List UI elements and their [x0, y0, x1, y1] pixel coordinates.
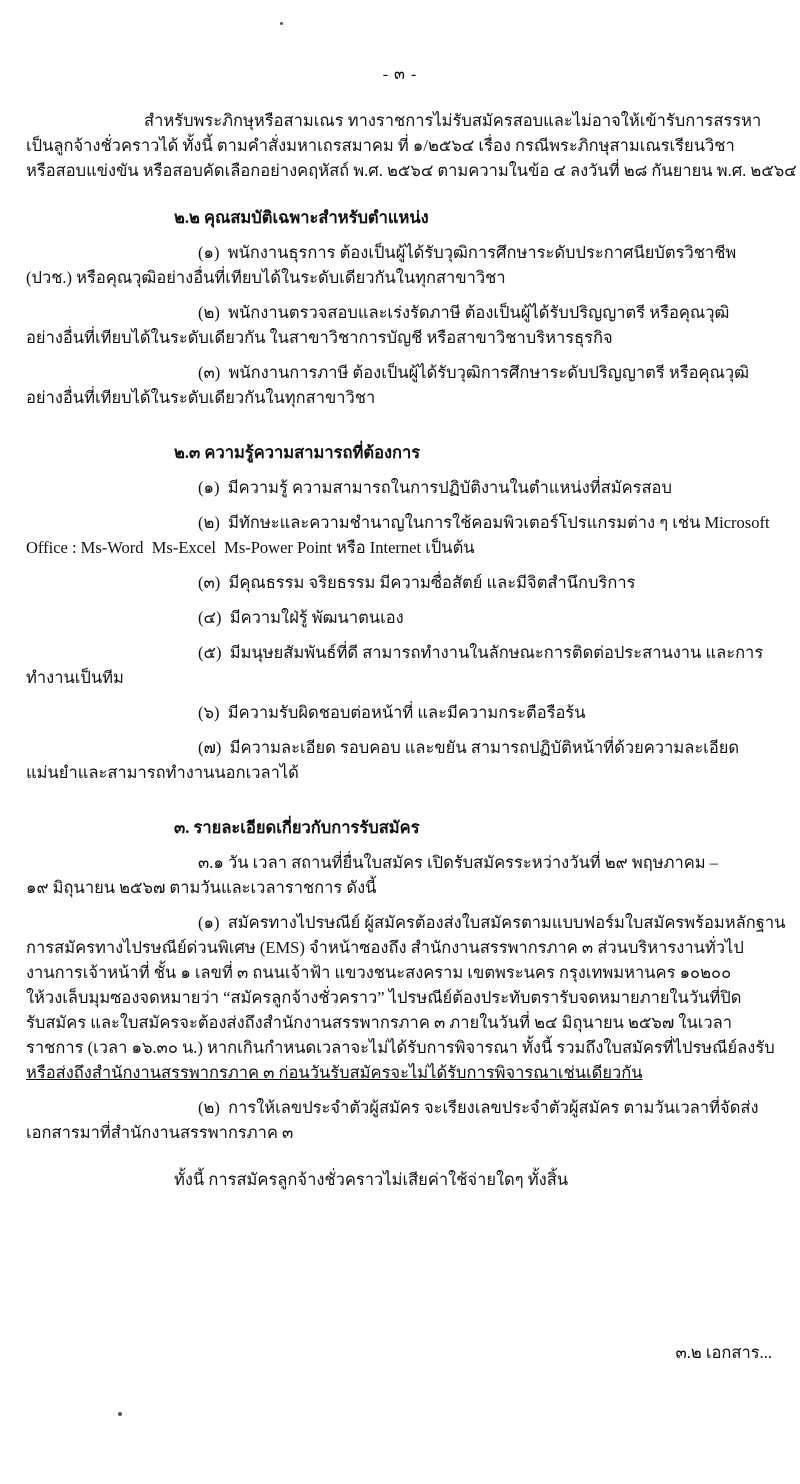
- spacer: [26, 840, 778, 850]
- text-line: รับสมัคร และใบสมัครจะต้องส่งถึงสำนักงานสรรพากรภาค ๓ ภายในวันที่ ๒๔ มิถุนายน ๒๕๖๗ ในเวลา: [26, 1013, 733, 1032]
- spacer: [26, 785, 778, 815]
- spacer: [26, 183, 778, 205]
- text-line: แม่นยำและสามารถทำงานนอกเวลาได้: [26, 763, 299, 782]
- text-line: Office : Ms-Word Ms-Excel Ms-Power Point หรือ Internet เป็นต้น: [26, 538, 475, 557]
- spacer: [26, 630, 778, 640]
- text-line: หรือส่งถึงสำนักงานสรรพากรภาค ๓ ก่อนวันรับสมัครจะไม่ได้รับการพิจารณาเช่นเดียวกัน: [26, 1063, 643, 1082]
- closing-note: [26, 1167, 778, 1192]
- spacer: [26, 690, 778, 700]
- text-line: อย่างอื่นที่เทียบได้ในระดับเดียวกัน ในสาขาวิชาการบัญชี หรือสาขาวิชาบริหารธุรกิจ: [26, 328, 613, 347]
- text-line: (๖) มีความรับผิดชอบต่อหน้าที่ และมีความกระตือรือร้น: [198, 703, 586, 722]
- text-line: (๒) มีทักษะและความชำนาญในการใช้คอมพิวเตอร์โปรแกรมต่าง ๆ เช่น Microsoft: [198, 513, 770, 532]
- text-line: (๕) มีมนุษยสัมพันธ์ที่ดี สามารถทำงานในลักษณะการติดต่อประสานงาน และการ: [198, 643, 764, 662]
- item-2-3-5: [26, 640, 778, 690]
- text-line: (๓) มีคุณธรรม จริยธรรม มีความซื่อสัตย์ และมีจิตสำนึกบริการ: [198, 573, 636, 592]
- item-3-1-2: [26, 1095, 778, 1145]
- item-2-3-1: [26, 475, 778, 500]
- text-line: ๓.๑ วัน เวลา สถานที่ยื่นใบสมัคร เปิดรับสมัครระหว่างวันที่ ๒๙ พฤษภาคม –: [198, 853, 719, 872]
- footer-continuation: ๓.๒ เอกสาร...: [675, 1343, 772, 1362]
- text-line: (๑) มีความรู้ ความสามารถในการปฏิบัติงานในตำแหน่งที่สมัครสอบ: [198, 478, 672, 497]
- spacer: [26, 290, 778, 300]
- text-line: อย่างอื่นที่เทียบได้ในระดับเดียวกันในทุกสาขาวิชา: [26, 388, 376, 407]
- text-line: ทั้งนี้ การสมัครลูกจ้างชั่วคราวไม่เสียค่าใช้จ่ายใดๆ ทั้งสิ้น: [174, 1170, 569, 1189]
- page-mark-top-icon: [280, 22, 283, 25]
- document-body: [26, 108, 797, 1192]
- text-line: (๒) พนักงานตรวจสอบและเร่งรัดภาษี ต้องเป็นผู้ได้รับปริญญาตรี หรือคุณวุฒิ: [198, 303, 730, 322]
- text-line: ๓. รายละเอียดเกี่ยวกับการรับสมัคร: [174, 818, 420, 837]
- heading-3: [26, 815, 778, 840]
- item-2-3-2: [26, 510, 778, 560]
- text-line: ๒.๒ คุณสมบัติเฉพาะสำหรับตำแหน่ง: [174, 208, 429, 227]
- text-line: ทำงานเป็นทีม: [26, 668, 124, 687]
- item-2-3-7: [26, 735, 778, 785]
- spacer: [26, 900, 778, 910]
- text-line: (ปวช.) หรือคุณวุฒิอย่างอื่นที่เทียบได้ในระดับเดียวกันในทุกสาขาวิชา: [26, 268, 506, 287]
- page-mark-bottom-icon: [118, 1412, 122, 1416]
- spacer: [26, 725, 778, 735]
- item-3-1-1: [26, 910, 786, 1085]
- text-line: งานการเจ้าหน้าที่ ชั้น ๑ เลขที่ ๓ ถนนเจ้าฟ้า แขวงชนะสงคราม เขตพระนคร กรุงเทพมหานคร ๑๐๒๐๐: [26, 963, 732, 982]
- item-2-3-3: [26, 570, 778, 595]
- heading-2-3: [26, 440, 778, 465]
- spacer: [26, 1145, 778, 1167]
- text-line: ๑๙ มิถุนายน ๒๕๖๗ ตามวันและเวลาราชการ ดังนี้: [26, 878, 377, 897]
- item-2-3-4: [26, 605, 778, 630]
- text-line: (๓) พนักงานการภาษี ต้องเป็นผู้ได้รับวุฒิการศึกษาระดับปริญญาตรี หรือคุณวุฒิ: [198, 363, 750, 382]
- spacer: [26, 465, 778, 475]
- spacer: [26, 350, 778, 360]
- item-2-2-3: [26, 360, 778, 410]
- text-line: ๒.๓ ความรู้ความสามารถที่ต้องการ: [174, 443, 421, 462]
- text-line: ให้วงเล็บมุมซองจดหมายว่า “สมัครลูกจ้างชั่วคราว” ไปรษณีย์ต้องประทับตรารับจดหมายภายในวันที่ปิด: [26, 988, 742, 1007]
- item-2-2-2: [26, 300, 778, 350]
- text-line: ราชการ (เวลา ๑๖.๓๐ น.) หากเกินกำหนดเวลาจะไม่ได้รับการพิจารณา ทั้งนี้ รวมถึงใบสมัครที่ไปรษณีย์ลงรับ: [26, 1038, 775, 1057]
- text-line: (๑) พนักงานธุรการ ต้องเป็นผู้ได้รับวุฒิการศึกษาระดับประกาศนียบัตรวิชาชีพ: [198, 243, 737, 262]
- item-2-3-6: [26, 700, 778, 725]
- text-line: (๑) สมัครทางไปรษณีย์ ผู้สมัครต้องส่งใบสมัครตามแบบฟอร์มใบสมัครพร้อมหลักฐาน: [198, 913, 786, 932]
- text-line: (๗) มีความละเอียด รอบคอบ และขยัน สามารถปฏิบัติหน้าที่ด้วยความละเอียด: [198, 738, 740, 757]
- spacer: [26, 595, 778, 605]
- spacer: [26, 410, 778, 440]
- text-line: เป็นลูกจ้างชั่วคราวได้ ทั้งนี้ ตามคำสั่งมหาเถรสมาคม ที่ ๑/๒๕๖๔ เรื่อง กรณีพระภิกษุสามเณรเรียนวิชา: [26, 136, 735, 155]
- text-line: (๒) การให้เลขประจำตัวผู้สมัคร จะเรียงเลขประจำตัวผู้สมัคร ตามวันเวลาที่จัดส่ง: [198, 1098, 759, 1117]
- spacer: [26, 500, 778, 510]
- text-line: หรือสอบแข่งขัน หรือสอบคัดเลือกอย่างคฤหัสถ์ พ.ศ. ๒๕๖๔ ตามความในข้อ ๔ ลงวันที่ ๒๘ กันยายน พ.ศ. ๒๕๖๔: [26, 161, 797, 180]
- page-number: - ๓ -: [382, 66, 418, 83]
- spacer: [26, 560, 778, 570]
- text-line: การสมัครทางไปรษณีย์ด่วนพิเศษ (EMS) จำหน้าซองถึง สำนักงานสรรพากรภาค ๓ ส่วนบริหารงานทั่วไป: [26, 938, 744, 957]
- item-2-2-1: [26, 240, 778, 290]
- item-3-1: [26, 850, 778, 900]
- text-line: (๔) มีความใฝ่รู้ พัฒนาตนเอง: [198, 608, 404, 627]
- spacer: [26, 1085, 778, 1095]
- text-line: เอกสารมาที่สำนักงานสรรพากรภาค ๓: [26, 1123, 294, 1142]
- heading-2-2: [26, 205, 778, 230]
- paragraph-monk-clause: [26, 108, 797, 183]
- spacer: [26, 230, 778, 240]
- text-line: สำหรับพระภิกษุหรือสามเณร ทางราชการไม่รับสมัครสอบและไม่อาจให้เข้ารับการสรรหา: [144, 111, 762, 130]
